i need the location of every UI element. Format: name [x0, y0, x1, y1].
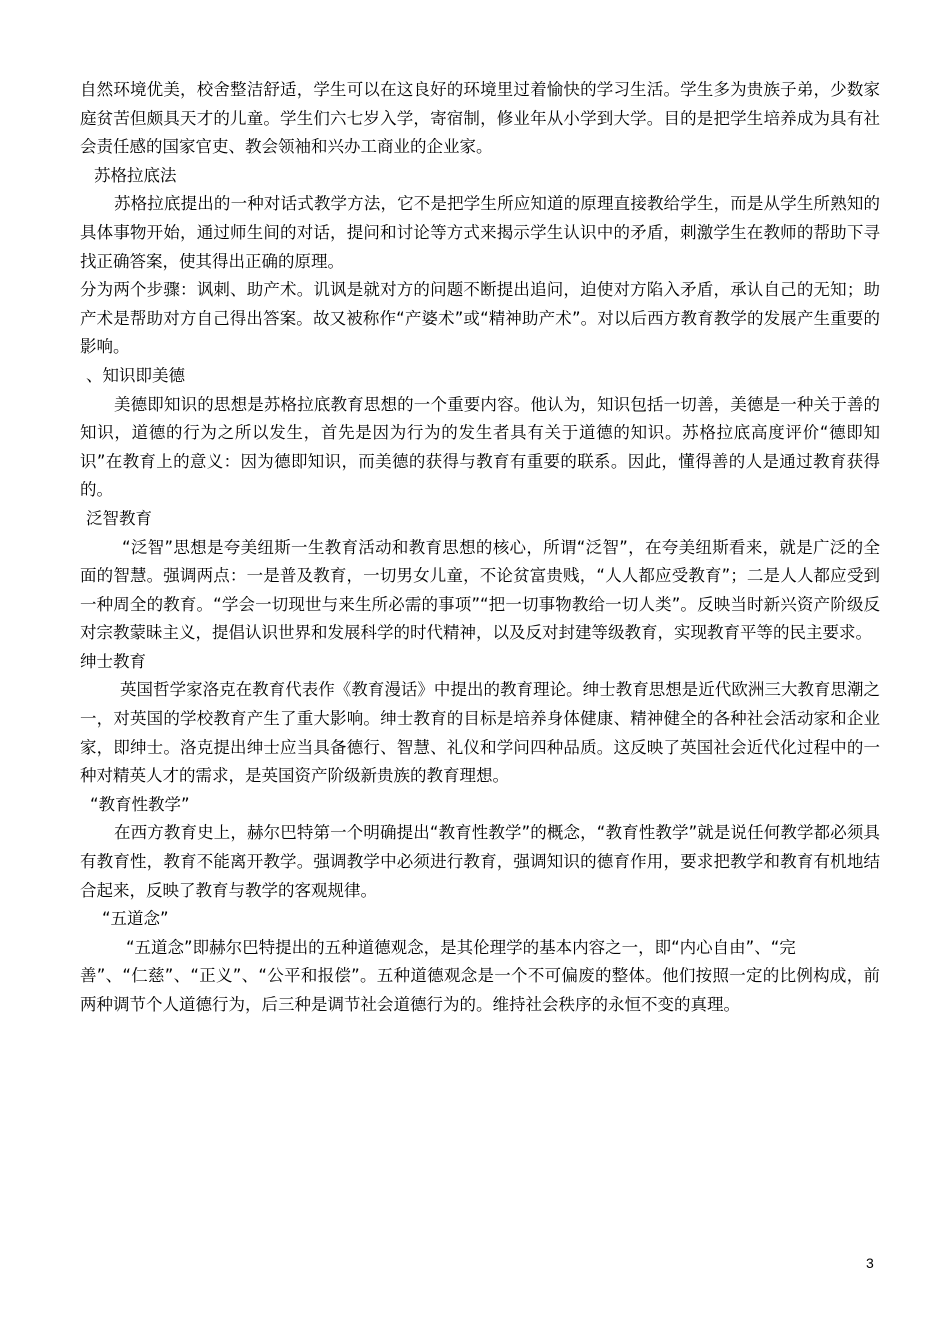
heading-five-moral-ideas: “五道念”: [102, 909, 169, 929]
socratic-paragraph-2: 分为两个步骤：讽刺、助产术。讥讽是就对方的问题不断提出追问，迫使对方陷入矛盾，承认自己的无知；助产术是帮助对方自己得出答案。故又被称作“产婆术”或“精神助产术”。对以后西方教育教学的发展产生重要的影响。: [80, 280, 880, 357]
heading-educative-teaching: “教育性教学”: [90, 794, 190, 814]
page-body: [80, 76, 880, 1020]
gentleman-paragraph: 英国哲学家洛克在教育代表作《教育漫话》中提出的教育理论。绅士教育思想是近代欧洲三大教育思潮之一，对英国的学校教育产生了重大影响。绅士教育的目标是培养身体健康、精神健全的各种社会活动家和企业家，即绅士。洛克提出绅士应当具备德行、智慧、礼仪和学问四种品质。这反映了英国社会近代化过程中的一种对精英人才的需求，是英国资产阶级新贵族的教育理想。: [80, 680, 880, 786]
five-ideas-first-line: “五道念”即赫尔巴特提出的五种道德观念，是其伦理学的基本内容之一，即“内心自由”、“完: [126, 937, 796, 957]
page-number: 3: [866, 1255, 874, 1271]
heading-socratic-method: 苏格拉底法: [94, 165, 177, 185]
intro-paragraph: 自然环境优美，校舍整洁舒适，学生可以在这良好的环境里过着愉快的学习生活。学生多为贵族子弟，少数家庭贫苦但颇具天才的儿童。学生们六七岁入学，寄宿制，修业年从小学到大学。目的是把学生培养成为具有社会责任感的国家官吏、教会领袖和兴办工商业的企业家。: [80, 80, 880, 157]
heading-pansophism: 泛智教育: [86, 508, 152, 528]
heading-knowledge-is-virtue: 、知识即美德: [86, 365, 185, 385]
socratic-paragraph-1: 苏格拉底提出的一种对话式教学方法，它不是把学生所应知道的原理直接教给学生，而是从学生所熟知的具体事物开始，通过师生间的对话，提问和讨论等方式来揭示学生认识中的矛盾，刺激学生在教师的帮助下寻找正确答案，使其得出正确的原理。: [80, 194, 880, 271]
pansophism-paragraph: “泛智”思想是夸美纽斯一生教育活动和教育思想的核心，所谓“泛智”，在夸美纽斯看来，就是广泛的全面的智慧。强调两点：一是普及教育，一切男女儿童，不论贫富贵贱，“人人都应受教育”；二是人人都应受到一种周全的教育。“学会一切现世与来生所必需的事项”“把一切事物教给一切人类”。反映当时新兴资产阶级反对宗教蒙昧主义，提倡认识世界和发展科学的时代精神，以及反对封建等级教育，实现教育平等的民主要求。: [80, 537, 880, 643]
educative-teaching-paragraph: 在西方教育史上，赫尔巴特第一个明确提出“教育性教学”的概念，“教育性教学”就是说任何教学都必须具有教育性，教育不能离开教学。强调教学中必须进行教育，强调知识的德育作用，要求把教学和教育有机地结合起来，反映了教育与教学的客观规律。: [80, 823, 880, 900]
heading-gentleman-education: 绅士教育: [80, 651, 146, 671]
knowledge-virtue-paragraph: 美德即知识的思想是苏格拉底教育思想的一个重要内容。他认为，知识包括一切善，美德是一种关于善的知识，道德的行为之所以发生，首先是因为行为的发生者具有关于道德的知识。苏格拉底高度评价“德即知识”在教育上的意义：因为德即知识，而美德的获得与教育有重要的联系。因此，懂得善的人是通过教育获得的。: [80, 394, 880, 500]
five-ideas-paragraph: 善”、“仁慈”、“正义”、“公平和报偿”。五种道德观念是一个不可偏废的整体。他们按照一定的比例构成，前两种调节个人道德行为，后三种是调节社会道德行为的。维持社会秩序的永恒不变的真理。: [80, 966, 880, 1014]
